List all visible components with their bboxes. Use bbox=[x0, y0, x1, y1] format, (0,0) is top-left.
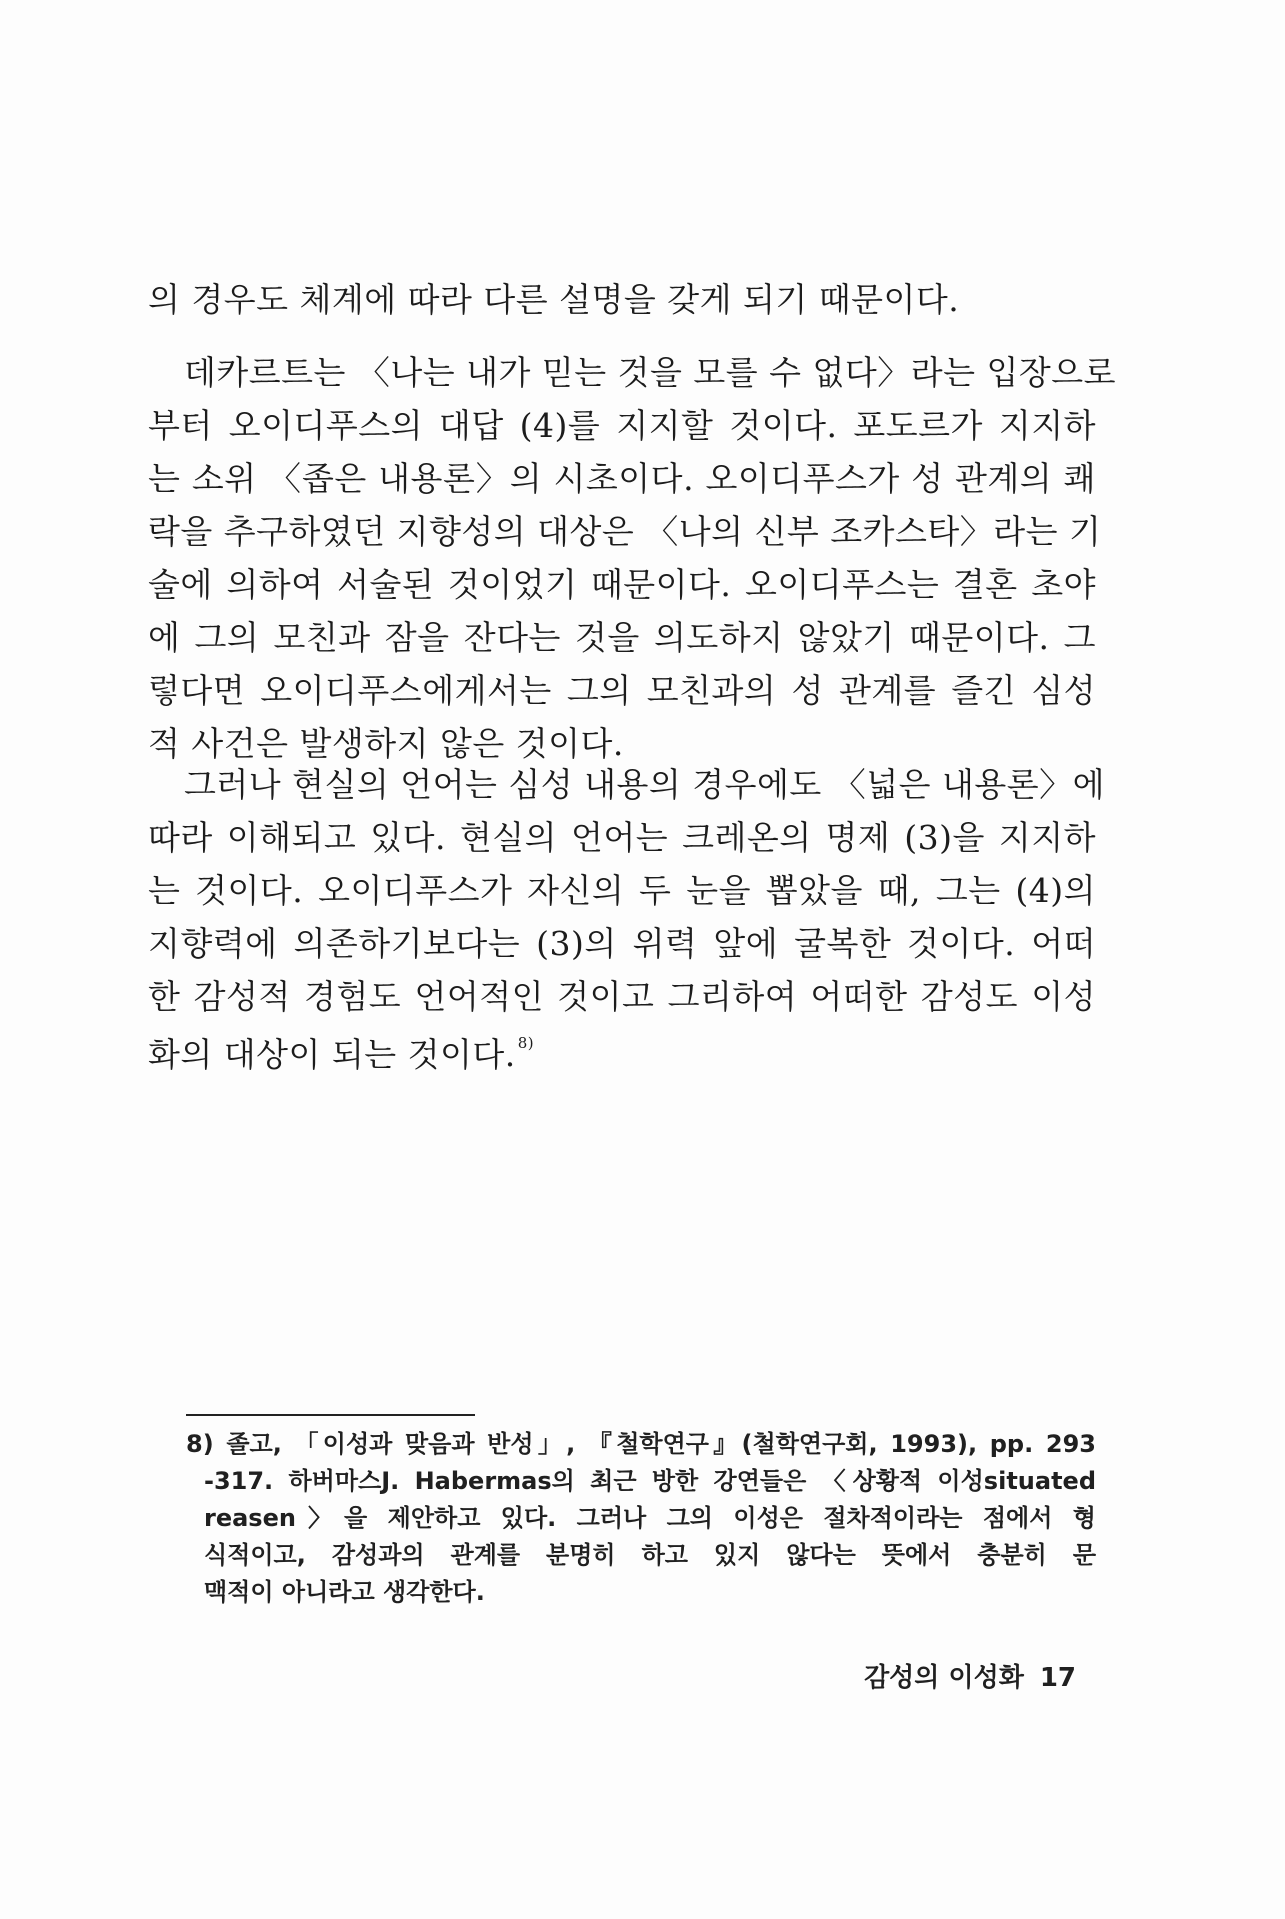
footnote-line: 맥적이 아니라고 생각한다. bbox=[204, 1578, 485, 1606]
text-line bbox=[148, 1023, 1096, 1076]
text-line: 지향력에 의존하기보다는 (3)의 위력 앞에 굴복한 것이다. 어떠 bbox=[148, 924, 1096, 963]
footnote-line: reasen〉을 제안하고 있다. 그러나 그의 이성은 절차적이라는 점에서 형 bbox=[204, 1504, 1096, 1532]
footnote-divider bbox=[186, 1414, 475, 1416]
footnote bbox=[186, 1426, 1096, 1611]
text-line: 부터 오이디푸스의 대답 (4)를 지지할 것이다. 포도르가 지지하 bbox=[148, 406, 1096, 445]
footnote-reference: 8) bbox=[517, 1034, 535, 1052]
text-line: 한 감성적 경험도 언어적인 것이고 그리하여 어떠한 감성도 이성 bbox=[148, 977, 1096, 1016]
text-line: 는 소위 〈좁은 내용론〉의 시초이다. 오이디푸스가 성 관계의 쾌 bbox=[148, 459, 1096, 498]
paragraph-2 bbox=[148, 346, 1116, 770]
paragraph-1 bbox=[148, 273, 1096, 326]
text-line: 는 것이다. 오이디푸스가 자신의 두 눈을 뽑았을 때, 그는 (4)의 bbox=[148, 871, 1096, 910]
text-line: 의 경우도 체계에 따라 다른 설명을 갖게 되기 때문이다. bbox=[148, 280, 960, 319]
text-line: 따라 이해되고 있다. 현실의 언어는 크레온의 명제 (3)을 지지하 bbox=[148, 818, 1096, 857]
paragraph-3 bbox=[148, 758, 1105, 1076]
text-line: 술에 의하여 서술된 것이었기 때문이다. 오이디푸스는 결혼 초야 bbox=[148, 565, 1096, 604]
footnote-line: 식적이고, 감성과의 관계를 분명히 하고 있지 않다는 뜻에서 충분히 문 bbox=[204, 1541, 1096, 1569]
text-line: 그러나 현실의 언어는 심성 내용의 경우에도 〈넓은 내용론〉에 bbox=[184, 765, 1105, 804]
text-line-content: 화의 대상이 되는 것이다. bbox=[148, 1035, 516, 1074]
running-footer-title: 감성의 이성화 bbox=[864, 1663, 1024, 1693]
text-line: 데카르트는 〈나는 내가 믿는 것을 모를 수 없다〉라는 입장으로 bbox=[184, 353, 1116, 392]
text-line: 렇다면 오이디푸스에게서는 그의 모친과의 성 관계를 즐긴 심성 bbox=[148, 671, 1096, 710]
footnote-line: 8) 졸고, 「이성과 맞음과 반성」, 『철학연구』(철학연구회, 1993), pp. 293 bbox=[186, 1430, 1096, 1458]
page-number: 17 bbox=[1039, 1663, 1076, 1693]
text-line: 락을 추구하였던 지향성의 대상은 〈나의 신부 조카스타〉라는 기 bbox=[148, 512, 1102, 551]
text-line: 에 그의 모친과 잠을 잔다는 것을 의도하지 않았기 때문이다. 그 bbox=[148, 618, 1096, 657]
text-line: 적 사건은 발생하지 않은 것이다. bbox=[148, 724, 624, 763]
footnote-line: -317. 하버마스J. Habermas의 최근 방한 강연들은 〈상황적 이성situated bbox=[204, 1467, 1096, 1495]
running-footer bbox=[820, 1657, 1076, 1694]
